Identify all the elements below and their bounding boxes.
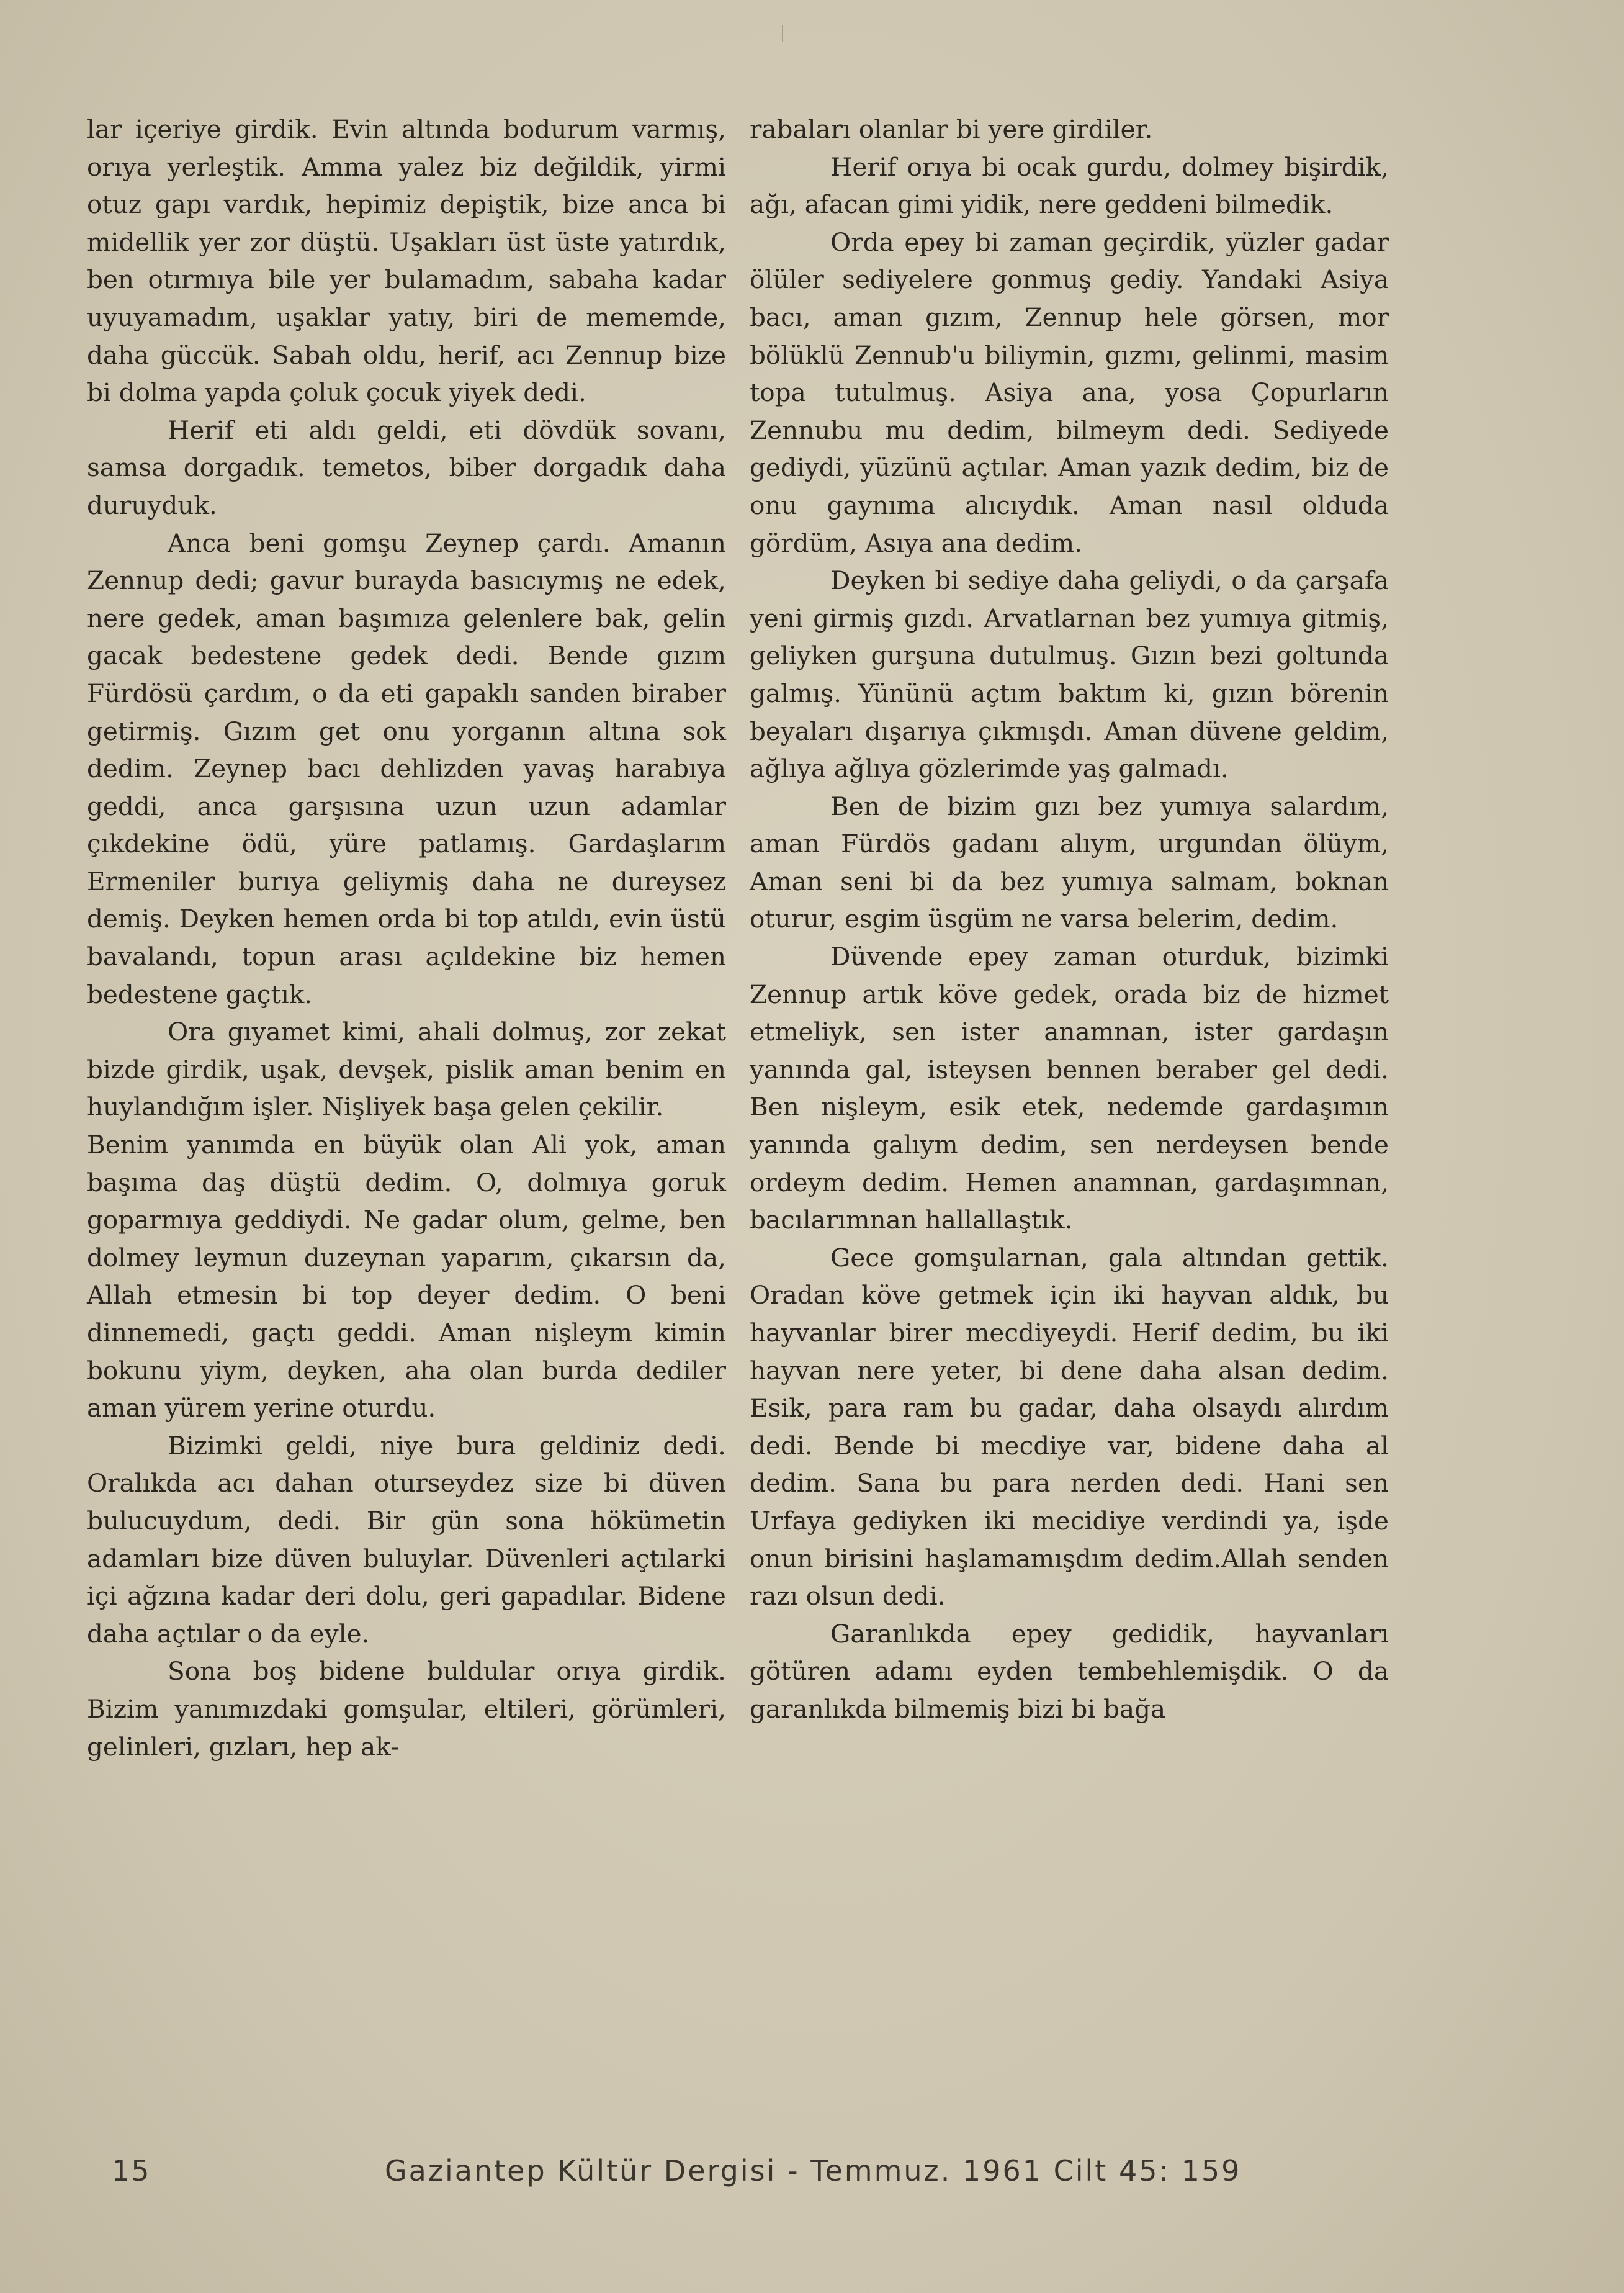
left-column	[87, 110, 726, 1765]
right-column	[750, 110, 1389, 1728]
paragraph: Sona boş bidene buldular orıya girdik. Bizim yanımızdaki gomşular, eltileri, görümleri, gelinleri, gızları, hep ak-	[87, 1656, 726, 1762]
page-number: 15	[112, 2154, 151, 2187]
paragraph: Orda epey bi zaman geçirdik, yüzler gadar ölüler sediyelere gonmuş gediy. Yandaki Asiya bacı, aman gızım, Zennup hele görsen, mor bölüklü Zennub'u biliymin, gızmı, gelinmi, masim topa tutulmuş. Asiya ana, yosa Çopurların Zennubu mu dedim, bilmeym dedi. Sediyede gediydi, yüzünü açtılar. Aman yazık dedim, biz de onu gaynıma alıcıydık. Aman nasıl olduda gördüm, Asıya ana dedim.	[750, 227, 1389, 558]
paragraph: Herif orıya bi ocak gurdu, dolmey bişirdik, ağı, afacan gimi yidik, nere geddeni bilmedik.	[750, 151, 1389, 220]
paragraph: Deyken bi sediye daha geliydi, o da çarşafa yeni girmiş gızdı. Arvatlarnan bez yumıya gitmiş, geliyken gurşuna dutulmuş. Gızın bezi goltunda galmış. Yününü açtım baktım ki, gızın börenin beyaları dışarıya çıkmışdı. Aman düvene geldim, ağlıya ağlıya gözlerimde yaş galmadı.	[750, 565, 1389, 784]
paragraph: Anca beni gomşu Zeynep çardı. Amanın Zennup dedi; gavur burayda basıcıymış ne edek, nere gedek, aman başımıza gelenlere bak, gelin gacak bedestene gedek dedi. Bende gızım Fürdösü çardım, o da eti gapaklı sanden biraber getirmiş. Gızım get onu yorganın altına sok dedim. Zeynep bacı dehlizden yavaş harabıya geddi, anca garşısına uzun uzun adamlar çıkdekine ödü, yüre patlamış. Gardaşlarım Ermeniler burıya geliymiş daha ne dureysez demiş. Deyken hemen orda bi top atıldı, evin üstü bavalandı, topun arası açıldekine biz hemen bedestene gaçtık.	[87, 528, 726, 1009]
print-mark	[782, 25, 783, 42]
paragraph: Ora gıyamet kimi, ahali dolmuş, zor zekat bizde girdik, uşak, devşek, pislik aman benim en huylandığım işler. Nişliyek başa gelen çekilir.	[87, 1017, 726, 1122]
paragraph: Ben de bizim gızı bez yumıya salardım, aman Fürdös gadanı alıym, urgundan ölüym, Aman seni bi da bez yumıya salmam, boknan oturur, esgim üsgüm ne varsa belerim, dedim.	[750, 791, 1389, 934]
paragraph: Düvende epey zaman oturduk, bizimki Zennup artık köve gedek, orada biz de hizmet etmeliyk, sen ister anamnan, ister gardaşın yanında gal, isteysen bennen beraber gel dedi. Ben nişleym, esik etek, nedemde gardaşımın yanında galıym dedim, sen nerdeysen bende ordeym dedim. Hemen anamnan, gardaşımnan, bacılarımnan hallallaştık.	[750, 942, 1389, 1235]
paragraph: lar içeriye girdik. Evin altında bodurum varmış, orıya yerleştik. Amma yalez biz değildik, yirmi otuz gapı vardık, hepimiz depiştik, bize anca bi midellik yer zor düştü. Uşakları üst üste yatırdık, ben otırmıya bile yer bulamadım, sabaha kadar uyuyamadım, uşaklar yatıy, biri de mememde, daha güccük. Sabah oldu, herif, acı Zennup bize bi dolma yapda çoluk çocuk yiyek dedi.	[87, 114, 726, 408]
paragraph: Gece gomşularnan, gala altından gettik. Oradan köve getmek için iki hayvan aldık, bu hayvanlar birer mecdiyeydi. Herif dedim, bu iki hayvan nere yeter, bi dene daha alsan dedim. Esik, para ram bu gadar, daha olsaydı alırdım dedi. Bende bi mecdiye var, bidene daha al dedim. Sana bu para nerden dedi. Hani sen Urfaya gediyken iki mecidiye verdindi ya, işde onun birisini haşlamamışdım dedim.Allah senden razı olsun dedi.	[750, 1242, 1389, 1611]
paragraph: Garanlıkda epey gedidik, hayvanları götüren adamı eyden tembehlemişdik. O da garanlıkda bilmemiş bizi bi bağa	[750, 1618, 1389, 1724]
paragraph: Benim yanımda en büyük olan Ali yok, aman başıma daş düştü dedim. O, dolmıya goruk goparmıya geddiydi. Ne gadar olum, gelme, ben dolmey leymun duzeynan yaparım, çıkarsın da, Allah etmesin bi top deyer dedim. O beni dinnemedi, gaçtı geddi. Aman nişleym kimin bokunu yiym, deyken, aha olan burda dediler aman yürem yerine oturdu.	[87, 1130, 726, 1423]
paragraph: Herif eti aldı geldi, eti dövdük sovanı, samsa dorgadık. temetos, biber dorgadık daha duruyduk.	[87, 415, 726, 520]
paragraph: rabaları olanlar bi yere girdiler.	[750, 114, 1153, 144]
journal-reference: Gaziantep Kültür Dergisi - Temmuz. 1961 Cilt 45: 159	[385, 2154, 1242, 2187]
page-footer	[87, 2154, 1390, 2191]
paragraph: Bizimki geldi, niye bura geldiniz dedi. Oralıkda acı dahan oturseydez size bi düven bulucuydum, dedi. Bir gün sona hökümetin adamları bize düven buluylar. Düvenleri açtılarki içi ağzına kadar deri dolu, geri gapadılar. Bidene daha açtılar o da eyle.	[87, 1430, 726, 1649]
